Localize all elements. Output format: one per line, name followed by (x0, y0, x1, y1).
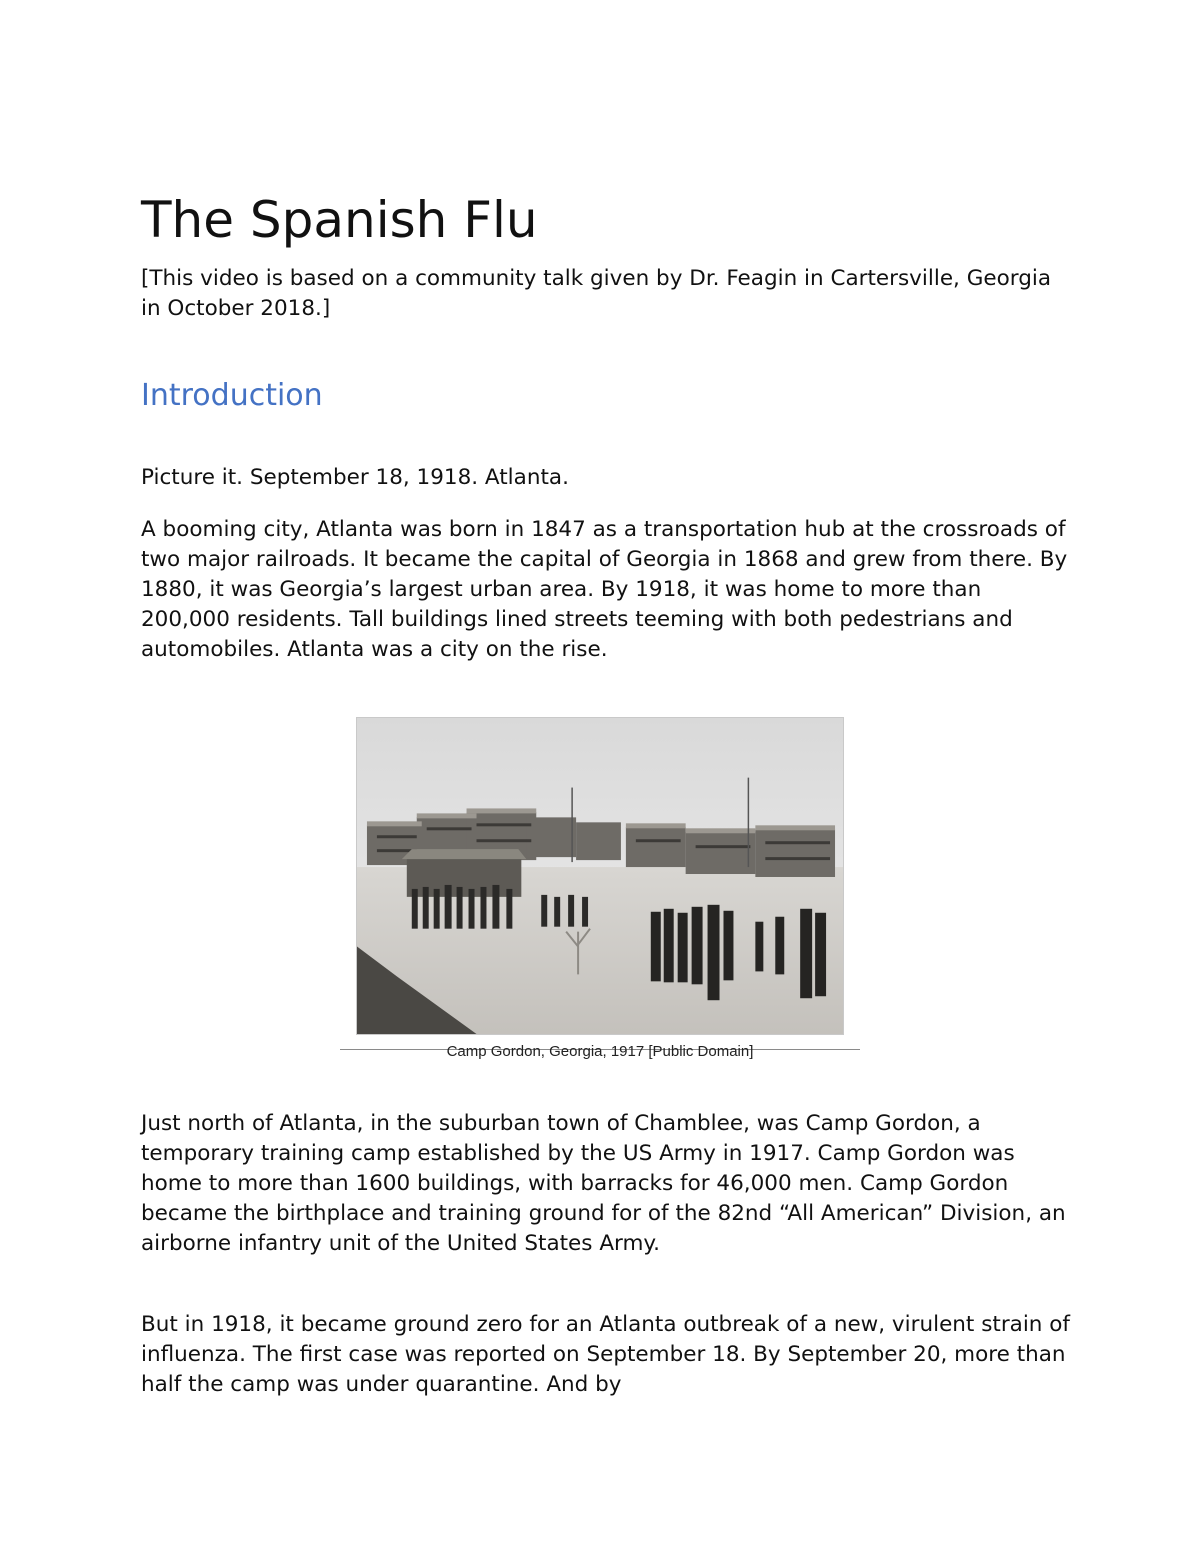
document-subtitle: [This video is based on a community talk given by Dr. Feagin in Cartersville, Georgia in October 2018.] (141, 266, 1052, 321)
section-heading: Introduction (141, 378, 323, 413)
photo-illustration (357, 718, 843, 1034)
paragraph-4: But in 1918, it became ground zero for an Atlanta outbreak of a new, virulent strain of influenza. The first case was reported on September 18. By September 20, more than half the camp was under quarantine. And by (141, 1312, 1070, 1397)
camp-gordon-photo (356, 717, 844, 1035)
document-title: The Spanish Flu (141, 191, 538, 249)
paragraph-3: Just north of Atlanta, in the suburban town of Chamblee, was Camp Gordon, a temporary training camp established by the US Army in 1917. Camp Gordon was home to more than 1600 buildings, with barracks for 46,000 men. Camp Gordon became the birthplace and training ground for of the 82nd “All American” Division, an airborne infantry unit of the United States Army. (141, 1111, 1066, 1256)
figure-caption (340, 1040, 860, 1060)
paragraph-2: A booming city, Atlanta was born in 1847 as a transportation hub at the crossroads of two major railroads. It became the capital of Georgia in 1868 and grew from there. By 1880, it was Georgia’s largest urban area. By 1918, it was home to more than 200,000 residents. Tall buildings lined streets teeming with both pedestrians and automobiles. Atlanta was a city on the rise. (141, 517, 1068, 662)
paragraph-1: Picture it. September 18, 1918. Atlanta. (141, 465, 569, 490)
figure-caption-text: Camp Gordon, Georgia, 1917 [Public Domain] (446, 1043, 754, 1060)
